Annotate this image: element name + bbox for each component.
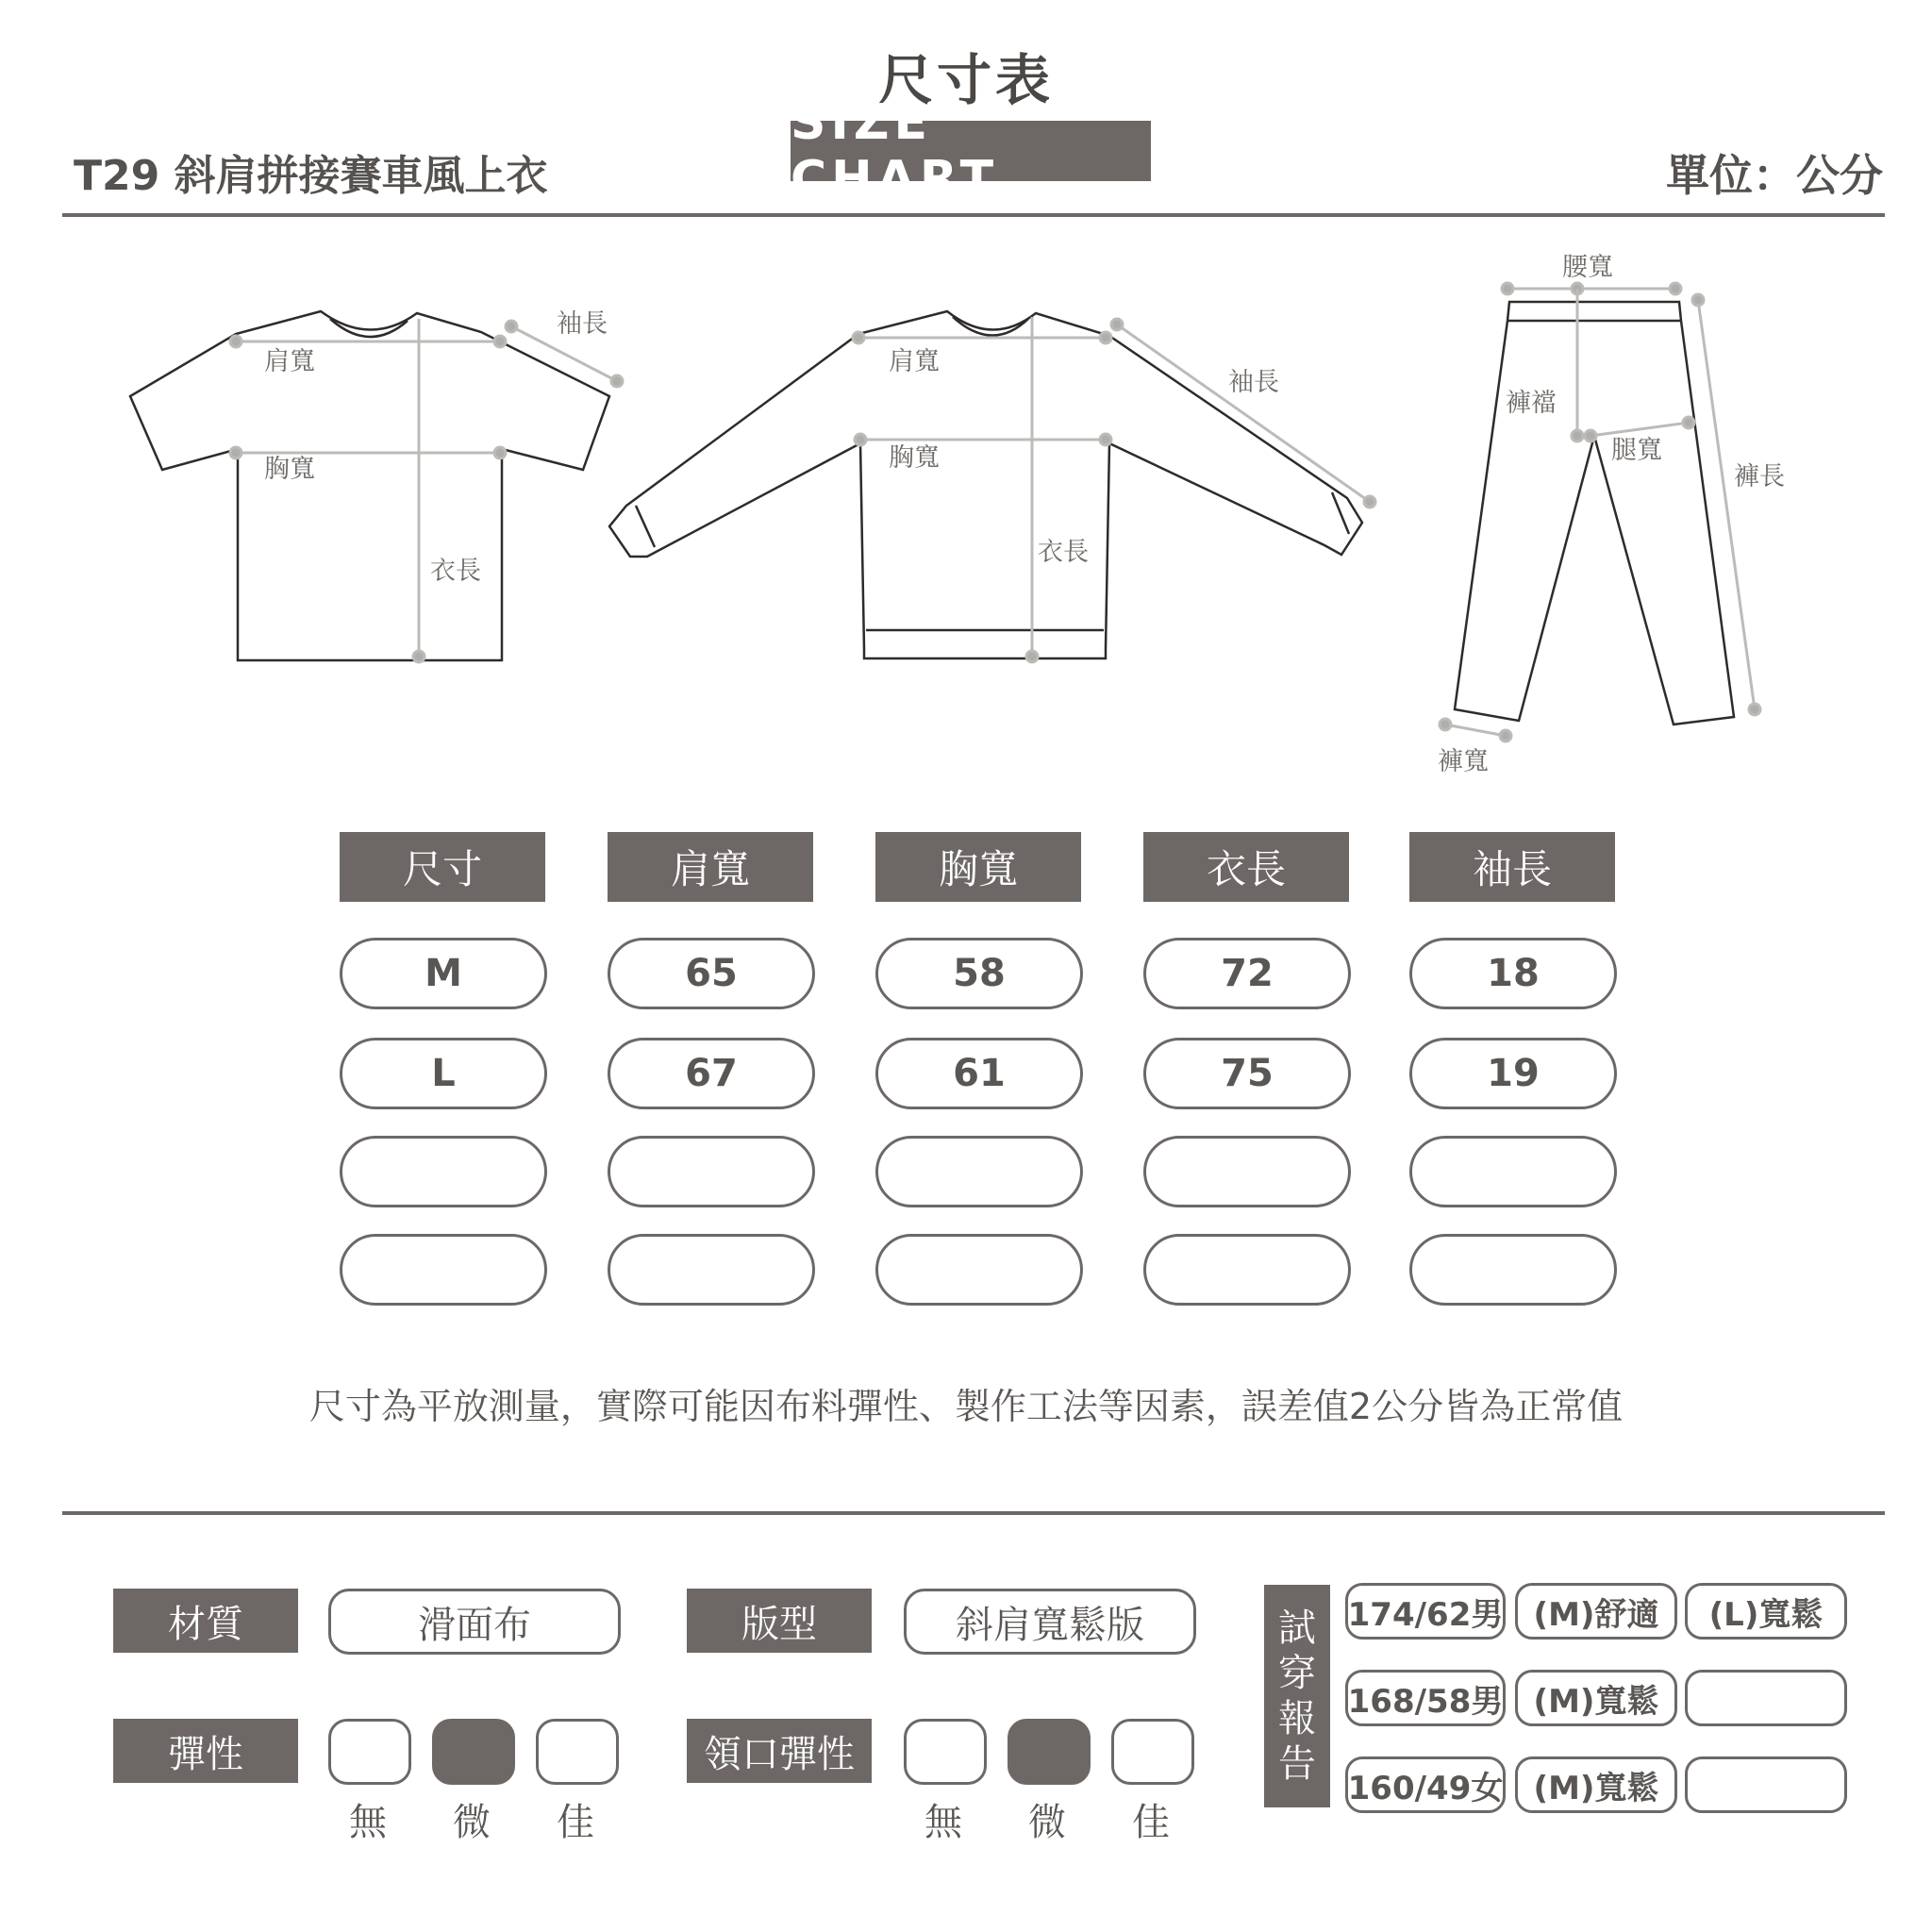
tshirt-outline (130, 311, 609, 660)
cell-length (1143, 1234, 1351, 1306)
unit-label: 單位：公分 (1666, 150, 1883, 201)
stretch-slight-label: 微 (453, 1801, 491, 1844)
collar-slight-label: 微 (1028, 1801, 1066, 1844)
sweatshirt-collar (953, 317, 1028, 336)
collar-none-label: 無 (924, 1801, 962, 1844)
tryon-fit-m: (M)舒適 (1515, 1583, 1677, 1640)
tshirt-collar (330, 319, 408, 337)
pants-thigh-label: 腿寬 (1611, 436, 1662, 465)
cell-chest: 61 (875, 1038, 1083, 1109)
pants-rise-label: 褲襠 (1506, 389, 1557, 418)
cell-size: L (340, 1038, 547, 1109)
product-name: T29 斜肩拼接賽車風上衣 (74, 152, 548, 200)
section-divider (62, 1511, 1885, 1515)
cell-sleeve (1409, 1136, 1617, 1207)
tryon-body: 174/62男 (1345, 1583, 1506, 1640)
stretch-label: 彈性 (113, 1719, 298, 1783)
cell-shoulder: 65 (608, 938, 815, 1009)
garment-diagrams (0, 226, 1932, 792)
sweatshirt-outline (609, 311, 1362, 658)
header-length: 衣長 (1143, 832, 1349, 902)
page-subtitle-badge: SIZE CHART (791, 121, 1151, 181)
cell-sleeve (1409, 1234, 1617, 1306)
sweat-length-label: 衣長 (1038, 538, 1089, 567)
cell-length (1143, 1136, 1351, 1207)
tryon-body: 160/49女 (1345, 1756, 1506, 1813)
tryon-fit-m: (M)寬鬆 (1515, 1756, 1677, 1813)
header-chest: 胸寬 (875, 832, 1081, 902)
stretch-none-box (328, 1719, 411, 1785)
stretch-slight-box (432, 1719, 515, 1785)
header-divider (62, 213, 1885, 217)
header-sleeve: 袖長 (1409, 832, 1615, 902)
sweat-chest-label: 胸寬 (889, 443, 940, 473)
sweat-shoulder-label: 肩寬 (889, 347, 940, 376)
cell-size (340, 1234, 547, 1306)
stretch-good-box (536, 1719, 619, 1785)
collar-none-box (904, 1719, 987, 1785)
pants-hem-label: 褲寬 (1438, 747, 1489, 776)
collar-good-box (1111, 1719, 1194, 1785)
sweatshirt-cuff-left (636, 506, 655, 547)
stretch-none-label: 無 (349, 1801, 387, 1844)
pants-outline (1455, 302, 1734, 724)
cell-chest (875, 1136, 1083, 1207)
cell-size (340, 1136, 547, 1207)
cell-shoulder (608, 1234, 815, 1306)
header-shoulder: 肩寬 (608, 832, 813, 902)
measurement-note: 尺寸為平放測量，實際可能因布料彈性、製作工法等因素，誤差值2公分皆為正常值 (308, 1386, 1624, 1427)
tryon-body: 168/58男 (1345, 1670, 1506, 1726)
tryon-report-label: 試 穿 報 告 (1264, 1585, 1330, 1807)
cell-size: M (340, 938, 547, 1009)
header-size: 尺寸 (340, 832, 545, 902)
tee-chest-label: 胸寬 (264, 455, 315, 484)
tryon-fit-l (1685, 1756, 1847, 1813)
collar-slight-box (1008, 1719, 1091, 1785)
cell-chest: 58 (875, 938, 1083, 1009)
pants-waist-label: 腰寬 (1562, 253, 1613, 282)
fit-label: 版型 (687, 1589, 872, 1653)
sweat-sleeve-label: 袖長 (1228, 368, 1279, 397)
tee-length-label: 衣長 (430, 557, 481, 586)
material-value: 滑面布 (328, 1589, 621, 1655)
cell-length: 72 (1143, 938, 1351, 1009)
pants-length-label: 褲長 (1734, 462, 1785, 491)
cell-shoulder (608, 1136, 815, 1207)
stretch-good-label: 佳 (557, 1801, 594, 1844)
tee-shoulder-label: 肩寬 (264, 347, 315, 376)
tee-sleeve-label: 袖長 (557, 309, 608, 339)
page-title: 尺寸表 (877, 48, 1054, 112)
collar-stretch-label: 領口彈性 (687, 1719, 872, 1783)
material-label: 材質 (113, 1589, 298, 1653)
fit-value: 斜肩寬鬆版 (904, 1589, 1196, 1655)
tryon-fit-l (1685, 1670, 1847, 1726)
tryon-fit-m: (M)寬鬆 (1515, 1670, 1677, 1726)
cell-shoulder: 67 (608, 1038, 815, 1109)
cell-length: 75 (1143, 1038, 1351, 1109)
cell-chest (875, 1234, 1083, 1306)
cell-sleeve: 18 (1409, 938, 1617, 1009)
tryon-fit-l: (L)寬鬆 (1685, 1583, 1847, 1640)
collar-good-label: 佳 (1132, 1801, 1170, 1844)
cell-sleeve: 19 (1409, 1038, 1617, 1109)
